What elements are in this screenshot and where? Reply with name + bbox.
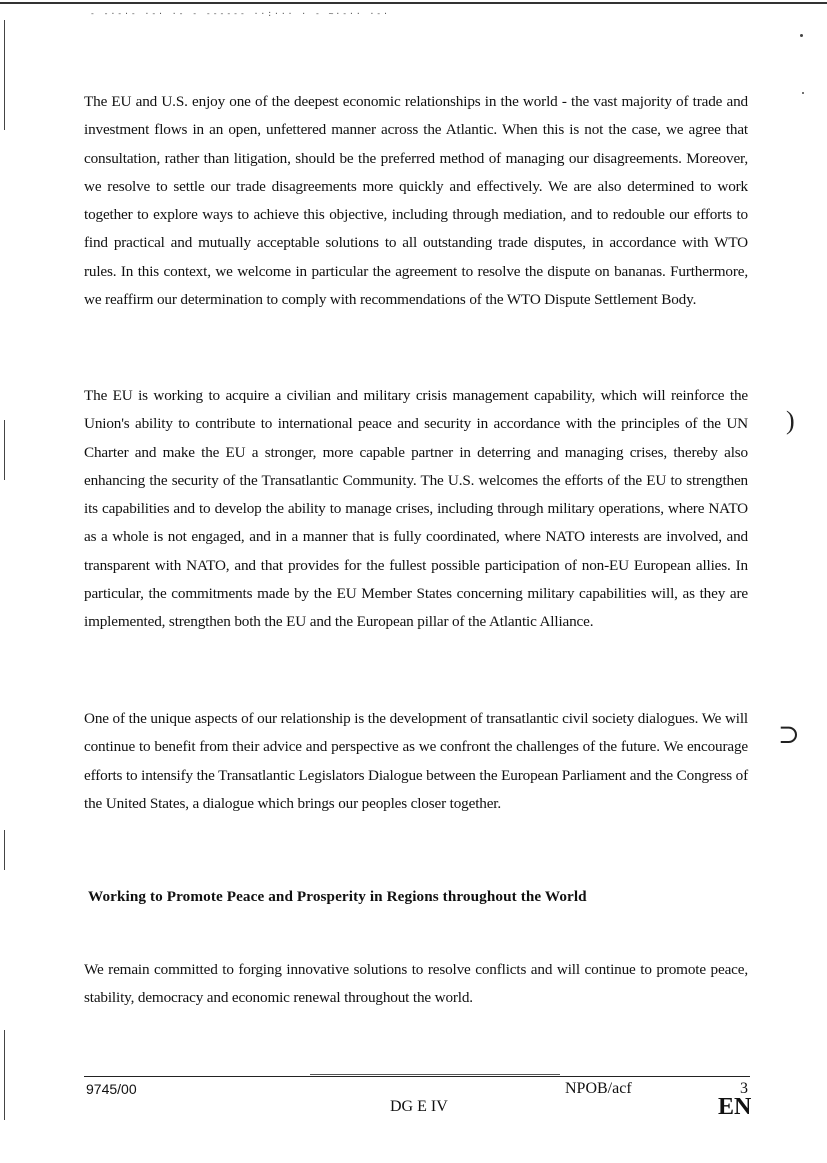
section-heading: Working to Promote Peace and Prosperity in Regions throughout the World: [88, 888, 587, 905]
fax-header-line: [0, 0, 827, 6]
paragraph-civil-society: One of the unique aspects of our relationship is the development of transatlantic civil society dialogues. We will continue to benefit from their advice and perspective as we confront the challenges of the future. We encourage efforts to intensify the Transatlantic Legislators Dialogue between the European Parliament and the Congress of the United States, a dialogue which brings our peoples closer together.: [84, 710, 748, 812]
scan-edge-mark: [4, 830, 5, 870]
paragraph-trade: The EU and U.S. enjoy one of the deepest economic relationships in the world - the vast majority of trade and investment flows in an open, unfettered manner across the Atlantic. When this is not the case, we agree that consultation, rather than litigation, should be the preferred method of managing our disagreements. Moreover, we resolve to settle our trade disagreements more quickly and effectively. We are also determined to work together to explore ways to achieve this objective, including through mediation, and to redouble our efforts to find practical and mutually acceptable solutions to all outstanding trade disputes, in accordance with WTO rules. In this context, we welcome in particular the agreement to resolve the dispute on bananas. Furthermore, we reaffirm our determination to comply with recommendations of the WTO Dispute Settlement Body.: [84, 93, 748, 309]
footer-divider-short: [310, 1074, 560, 1075]
fax-header-noise: - -·-·- ·-· ·- - ------ ··:··· · - ~·-·· ·-·: [90, 9, 390, 18]
footer-divider: [84, 1076, 750, 1077]
paragraph-crisis-management: The EU is working to acquire a civilian and military crisis management capability, which will reinforce the Union's ability to contribute to international peace and security in accordance with the principles of the UN Charter and make the EU a stronger, more capable partner in deterring and managing crises, thereby also enhancing the security of the Transatlantic Community. The U.S. welcomes the efforts of the EU to strengthen its capabilities and to develop the ability to manage crises, including through military operations, where NATO as a whole is not engaged, and in a manner that is fully coordinated, where NATO interests are involved, and transparent with NATO, and that provides for the fullest possible participation of non-EU European allies. In particular, the commitments made by the EU Member States concerning military capabilities will, as they are implemented, strengthen both the EU and the European pillar of the Atlantic Alliance.: [84, 387, 748, 631]
scan-dot: [802, 92, 804, 94]
reference-code: NPOB/acf: [565, 1080, 632, 1097]
paragraph-peace: We remain committed to forging innovative solutions to resolve conflicts and will continue to promote peace, stability, democracy and economic renewal throughout the world.: [84, 961, 748, 1007]
page-number: 3: [740, 1080, 748, 1097]
scan-edge-mark: [4, 20, 5, 130]
document-number: 9745/00: [86, 1081, 137, 1097]
scan-dot: [800, 34, 803, 37]
scan-edge-mark: [4, 420, 5, 480]
language-code: EN: [718, 1094, 752, 1120]
punch-hole-mark: ⊃: [778, 720, 800, 749]
scan-edge-mark: [4, 1030, 5, 1120]
punch-hole-mark: ): [786, 406, 795, 435]
department-label: DG E IV: [390, 1098, 448, 1115]
